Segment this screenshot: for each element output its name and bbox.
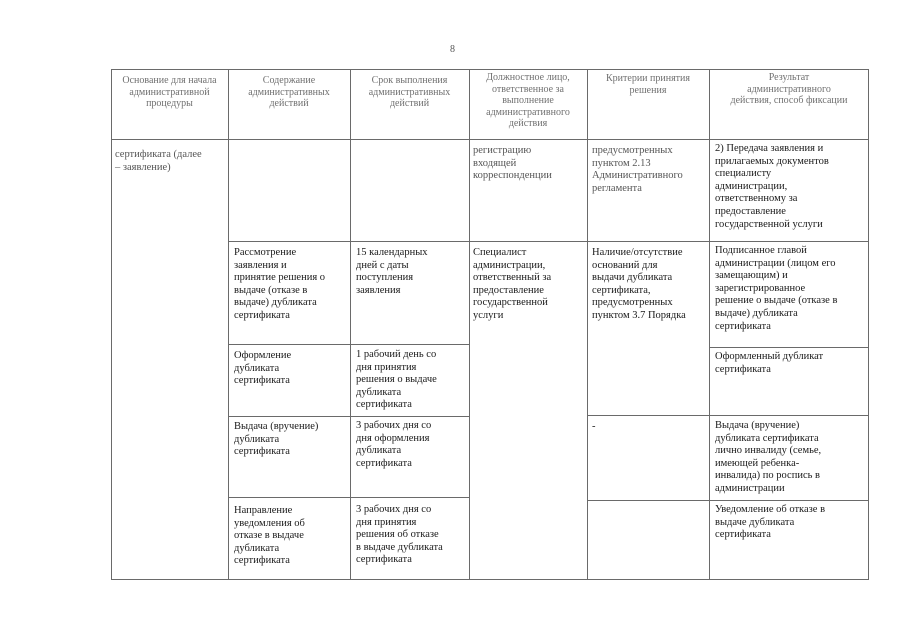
column-divider bbox=[111, 69, 112, 580]
header-bottom-border bbox=[111, 139, 869, 140]
cell-deadline: 15 календарных дней с даты поступления заявления bbox=[356, 247, 428, 296]
header-criteria: Критерии принятия решения bbox=[605, 73, 690, 96]
header-basis: Основание для начала административной процедуры bbox=[122, 75, 217, 109]
cell-criteria: - bbox=[592, 421, 596, 432]
cell-criteria: предусмотренных пунктом 2.13 Административного регламента bbox=[592, 145, 683, 194]
cell-criteria: Наличие/отсутствие оснований для выдачи дубликата сертификата, предусмотренных пунктом 3.7 Порядка bbox=[592, 247, 686, 321]
page-number: 8 bbox=[450, 44, 455, 55]
cell-result: Выдача (вручение) дубликата сертификата лично инвалиду (семье, имеющей ребенка- инвалида) по роспись в администрации bbox=[715, 420, 822, 494]
header-deadline: Срок выполнения административных действий bbox=[368, 75, 451, 109]
header-official: Должностное лицо, ответственное за выполнение административного действия bbox=[486, 72, 570, 129]
table-top-border bbox=[111, 69, 869, 70]
row-divider bbox=[228, 344, 469, 345]
cell-content: Выдача (вручение) дубликата сертификата bbox=[234, 421, 319, 458]
column-divider bbox=[350, 69, 351, 580]
row-divider bbox=[587, 500, 869, 501]
table-right-border bbox=[868, 69, 869, 580]
cell-official: регистрацию входящей корреспонденции bbox=[473, 145, 552, 182]
row-divider bbox=[587, 415, 869, 416]
row-divider bbox=[228, 241, 869, 242]
column-divider bbox=[469, 69, 470, 580]
header-content: Содержание административных действий bbox=[248, 75, 330, 109]
row-divider bbox=[228, 497, 469, 498]
cell-content: Направление уведомления об отказе в выдаче дубликата сертификата bbox=[234, 505, 305, 567]
cell-result: 2) Передача заявления и прилагаемых документов специалисту администрации, ответственному за предоставление государственной услуги bbox=[715, 143, 829, 230]
column-divider bbox=[587, 69, 588, 580]
cell-result: Оформленный дубликат сертификата bbox=[715, 351, 824, 375]
cell-result: Уведомление об отказе в выдаче дубликата сертификата bbox=[715, 504, 826, 541]
cell-basis: сертификата (далее – заявление) bbox=[115, 149, 202, 173]
header-result: Результат административного действия, способ фиксации bbox=[730, 72, 848, 106]
cell-deadline: 3 рабочих дня со дня принятия решения об отказе в выдаче дубликата сертификата bbox=[356, 504, 443, 566]
cell-content: Рассмотрение заявления и принятие решения о выдаче (отказе в выдаче) дубликата сертификата bbox=[234, 247, 326, 321]
row-divider bbox=[709, 347, 869, 348]
cell-result: Подписанное главой администрации (лицом его замещающим) и зарегистрированное решение о выдаче (отказе в выдаче) дубликата сертификата bbox=[715, 245, 838, 332]
column-divider bbox=[228, 69, 229, 580]
cell-deadline: 3 рабочих дня со дня оформления дубликата сертификата bbox=[356, 420, 432, 469]
cell-content: Оформление дубликата сертификата bbox=[234, 350, 292, 387]
column-divider bbox=[709, 69, 710, 580]
cell-deadline: 1 рабочий день со дня принятия решения о выдаче дубликата сертификата bbox=[356, 349, 437, 411]
procedure-table bbox=[111, 69, 869, 580]
table-bottom-border bbox=[111, 579, 869, 580]
cell-official: Специалист администрации, ответственный за предоставление государственной услуги bbox=[473, 247, 552, 321]
row-divider bbox=[228, 416, 469, 417]
